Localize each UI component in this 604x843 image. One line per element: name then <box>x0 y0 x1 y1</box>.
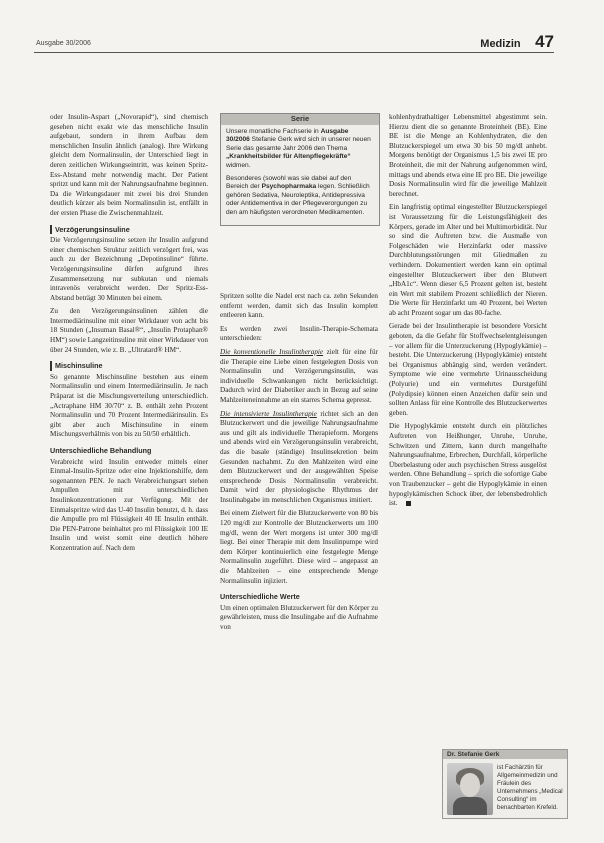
subheading: Unterschiedliche Behandlung <box>50 446 152 455</box>
paragraph: Bei einem Zielwert für die Blutzuckerwerte von 80 bis 120 mg/dl zur Kontrolle der Blutzuckerwerts um 100 mg/dl, wenn der Wert morgens ist unter 300 mg/dl liegt. Bei einer Therapie mit dem Insulinpumpe wird dem Körper kontinuierlich eine festgelegte Menge Normalinsulin zugeführt. Diese wird – angepasst an die Mahlzeiten – eine entsprechende Menge Normalinsulin injiziert. <box>220 509 378 585</box>
text-run-bold: Psychopharmaka <box>261 183 317 191</box>
infobox-paragraph <box>226 175 374 218</box>
paragraph: Die Verzögerungsinsuline setzen ihr Insulin aufgrund einer chemischen Struktur zeitlich verzögert frei, was auch zu der Bezeichnung „Depotinsuline“ führte. Verzögerungsinsuline dürfen aufgrund ihres Zusammensetzung nur subkutan und niemals intravenös verabreicht werden. Der Spritz-Ess-Abstand beträgt 30 Minuten bei einem. <box>50 236 208 302</box>
infobox-paragraph <box>226 128 374 171</box>
text-run: legen. Schließlich gehören Sedativa, Neuroleptika, Antidepressiva oder Antidementiva in der Pflegeverorgungen zu den am häufigsten verordneten Medikamenten. <box>226 183 370 216</box>
text-run: widmen. <box>226 161 251 169</box>
text-run: Stefanie Gerk wird sich in unserer neuen Serie das gesamte Jahr 2006 den Thema <box>226 136 371 152</box>
paragraph: oder Insulin-Aspart („Novorapid“), sind chemisch gesehen nicht exakt wie das menschliche Insulin aufgebaut, sondern in ihrem Aufbau dem menschlichen Insulin ähnlich (analog). Ihre Wirkung gleicht dem Normalinsulin, der Unterschied liegt in deren zeitlichen Wirkungseintritt, was keinen Spritz-Ess-Abstand mehr notwendig macht. Der Patient spritzt und kann mit der Nahrungsaufnahme beginnen. Da die Wirkungsdauer mit zwei bis drei Stunden deutlich kürzer als beim Normalinsulin ist, entfällt in der ersten Phase die Zwischenmahlzeit. <box>50 113 208 217</box>
author-box <box>442 749 568 819</box>
text-run-bold: Ausgabe 30/2006 <box>226 127 349 144</box>
page-header <box>480 32 554 52</box>
author-photo <box>447 763 493 815</box>
emphasis-term: Die intensivierte Insulintherapie <box>220 409 317 418</box>
paragraph <box>220 348 378 406</box>
subheading: Mischinsuline <box>50 361 208 371</box>
article-column-1 <box>50 113 208 558</box>
text-run: richtet sich an den Blutzuckerwert und die jeweilige Nahrungsaufnahme aus und gilt als individuelle Therapieform. Morgens und abends wird ein Verzögerungsinsulin verabreicht, das die basale (ständige) Insulinsekretion beim Gesunden nachahmt. Zu den Mahlzeiten wird eine dem Blutzuckerwert und der ausgewählten Speise entsprechende Dosis Normalinsulin verabreicht. Damit wird der physiologische Rhythmus der Insulinabgabe im menschlichen Organismus imitiert. <box>220 409 378 504</box>
author-bio: ist Fachärztin für Allgemeinmedizin und Fräulein des Unternehmens „Medical Consulting“ im benachbarten Krefeld. <box>497 764 563 811</box>
paragraph: Um einen optimalen Blutzuckerwert für den Körper zu gewährleisten, muss die Insulingabe auf die Aufnahme von <box>220 603 378 631</box>
text-run: zielt für eine für die Therapie eine Liebe einen festgelegten Dosis von Normalinsulin und Verzögerungsinsulin, was individuelle Schwankungen nicht berücksichtigt. Dadurch wird der Diabetiker auch in Bezug auf seine Mahlzeiteneinnahme an ein starres Schema gepresst. <box>220 347 379 404</box>
photo-face <box>460 773 480 797</box>
paragraph: kohlenhydrathaltiger Lebensmittel abgestimmt sein. Hierzu dient die so genannte Broteinheit (BE). Eine BE ist die Menge an Kohlenhydraten, die den Blutzuckerspiegel um etwa 30 bis 50 mg/dl anhebt. Morgens benötigt der Organismus 1,5 bis zwei IE pro Broteinheit, die mit der Nahrung aufgenommen wird, mittags und abends etwa eine IE pro BE. Die jeweilige Dosis Normalinsulin wird für die jeweilige Mahlzeit berechnet. <box>389 113 547 198</box>
paragraph <box>220 410 378 506</box>
subheading: Unterschiedliche Werte <box>220 592 300 602</box>
author-name: Dr. Stefanie Gerk <box>443 750 567 759</box>
paragraph: Gerade bei der Insulintherapie ist besondere Vorsicht geboten, da die Gefahr für Stoffwechselentgleisungen – vor allem für die Unterzuckerung (Hypoglykämie) – besteht. Die Unterzuckerung (Hypoglykämie) entsteht bei Organismus abhängig sind, werden verändert. Symptome wie eine vermehrte Urinausscheidung (Polyurie) und ein vermehrtes Durstgefühl (Polydipsie) können einen Anzeichen dafür sein und sollten Anlass für eine Kontrolle des Blutzuckerwertes geben. <box>389 322 547 417</box>
article-column-3 <box>389 113 547 513</box>
page-number: 47 <box>535 32 554 51</box>
end-of-article-mark <box>406 501 411 506</box>
paragraph <box>389 422 547 508</box>
paragraph: Es werden zwei Insulin-Therapie-Schemata unterschieden: <box>220 324 378 343</box>
text-run: Besonderes (sowohl was sie dabei auf den Bereich der <box>226 174 352 191</box>
paragraph: Ein langfristig optimal eingestellter Blutzuckerspiegel ist Voraussetzung für die Leistungsfähigkeit des Körpers, gerade im Alter und bei Multimorbidität. Nur so sind die Auftreten bzw. die Ausmaße von Folgeschäden wie Herzinfarkt oder massive Durchblutungsstörungen mit Gliedmaßen zu verhindern. Dokumentiert werden kann ein optimal eingestellter Blutzuckerwert über den Blutwert „HbA1c“. Wenn dieser 6,5 Prozent gelten ist, besteht ein Wert mit stabilem Prozent schließlich der Nieren. Die Werte für Herzinfarkt um 40 Prozent, bei Werten ab acht Prozent sogar um das 80-fache. <box>389 203 547 317</box>
header-rule <box>34 52 554 53</box>
infobox-body <box>221 125 379 225</box>
section-title: Medizin <box>480 38 521 50</box>
emphasis-term: Die konventionelle Insulintherapie <box>220 347 324 356</box>
series-infobox <box>220 113 380 226</box>
paragraph: Zu den Verzögerungsinsulinen zählen die Intermediärinsuline mit einer Wirkdauer von acht bis 18 Stunden („Insuman Basal®“, „Insulin Protaphan® HM“) sowie Langzeitinsuline mit einer Wirkdauer von über 24 Stunden, wie z. B. „Ultratard® HM“. <box>50 307 208 354</box>
issue-label: Ausgabe 30/2006 <box>36 40 91 47</box>
photo-body <box>453 797 487 815</box>
subheading: Verzögerungsinsuline <box>50 225 208 235</box>
paragraph: Verabreicht wird Insulin entweder mittels einer Einmal-Insulin-Spritze oder eine Injektionshilfe, dem sogenannten PEN. Je nach Verabreichungsart stehen Ampullen mit unterschiedlichen Insulinkonzentrationen zur Verfügung. Mit der Einmalspritze wird das U-40 Insulin benutzt, d. h. dass die Ampulle pro ml Flüssigkeit 40 IE Insulin enthält. Die PEN-Patrone beinhaltet pro ml Flüssigkeit 100 IE Insulin und weist somit eine deutlich höhere Konzentration auf. Nach dem <box>50 457 208 552</box>
text-run: Die Hypoglykämie entsteht durch ein plötzliches Auftreten von Heißhunger, Unruhe, Unruhe, Schwitzen und Zittern, kann durch mangelhafte Nahrungsaufnahme, Erbrechen, Durchfall, körperliche Überbelastung oder auch psychischen Stress ausgelöst werden. Ohne Behandlung – sprich die sofortige Gabe von Traubenzucker – geht die Hypoglykämie in einen hypoglykämischen Schock über, der lebensbedrohlich ist. <box>389 422 547 508</box>
paragraph: So genannte Mischinsuline bestehen aus einem Normalinsulin und einem Intermediärinsulin. Je nach Präparat ist die Mischungsverteilung unterschiedlich. „Actraphane HM 30/70“ z. B. enthält zehn Prozent Normalinsulin und 70 Prozent Intermediärinsulin. Es gibt aber auch Mischinsuline in einem Mischungsverhältnis von bis zu 50/50 erhältlich. <box>50 372 208 439</box>
text-run-bold: „Krankheitsbilder für Altenpflegekräfte“ <box>226 153 351 161</box>
text-run: Unsere monatliche Fachserie in <box>226 127 321 135</box>
article-column-2 <box>220 292 378 637</box>
infobox-title: Serie <box>221 114 379 125</box>
paragraph: Spritzen sollte die Nadel erst nach ca. zehn Sekunden entfernt werden, damit sich das Insulin komplett entleeren kann. <box>220 292 378 320</box>
